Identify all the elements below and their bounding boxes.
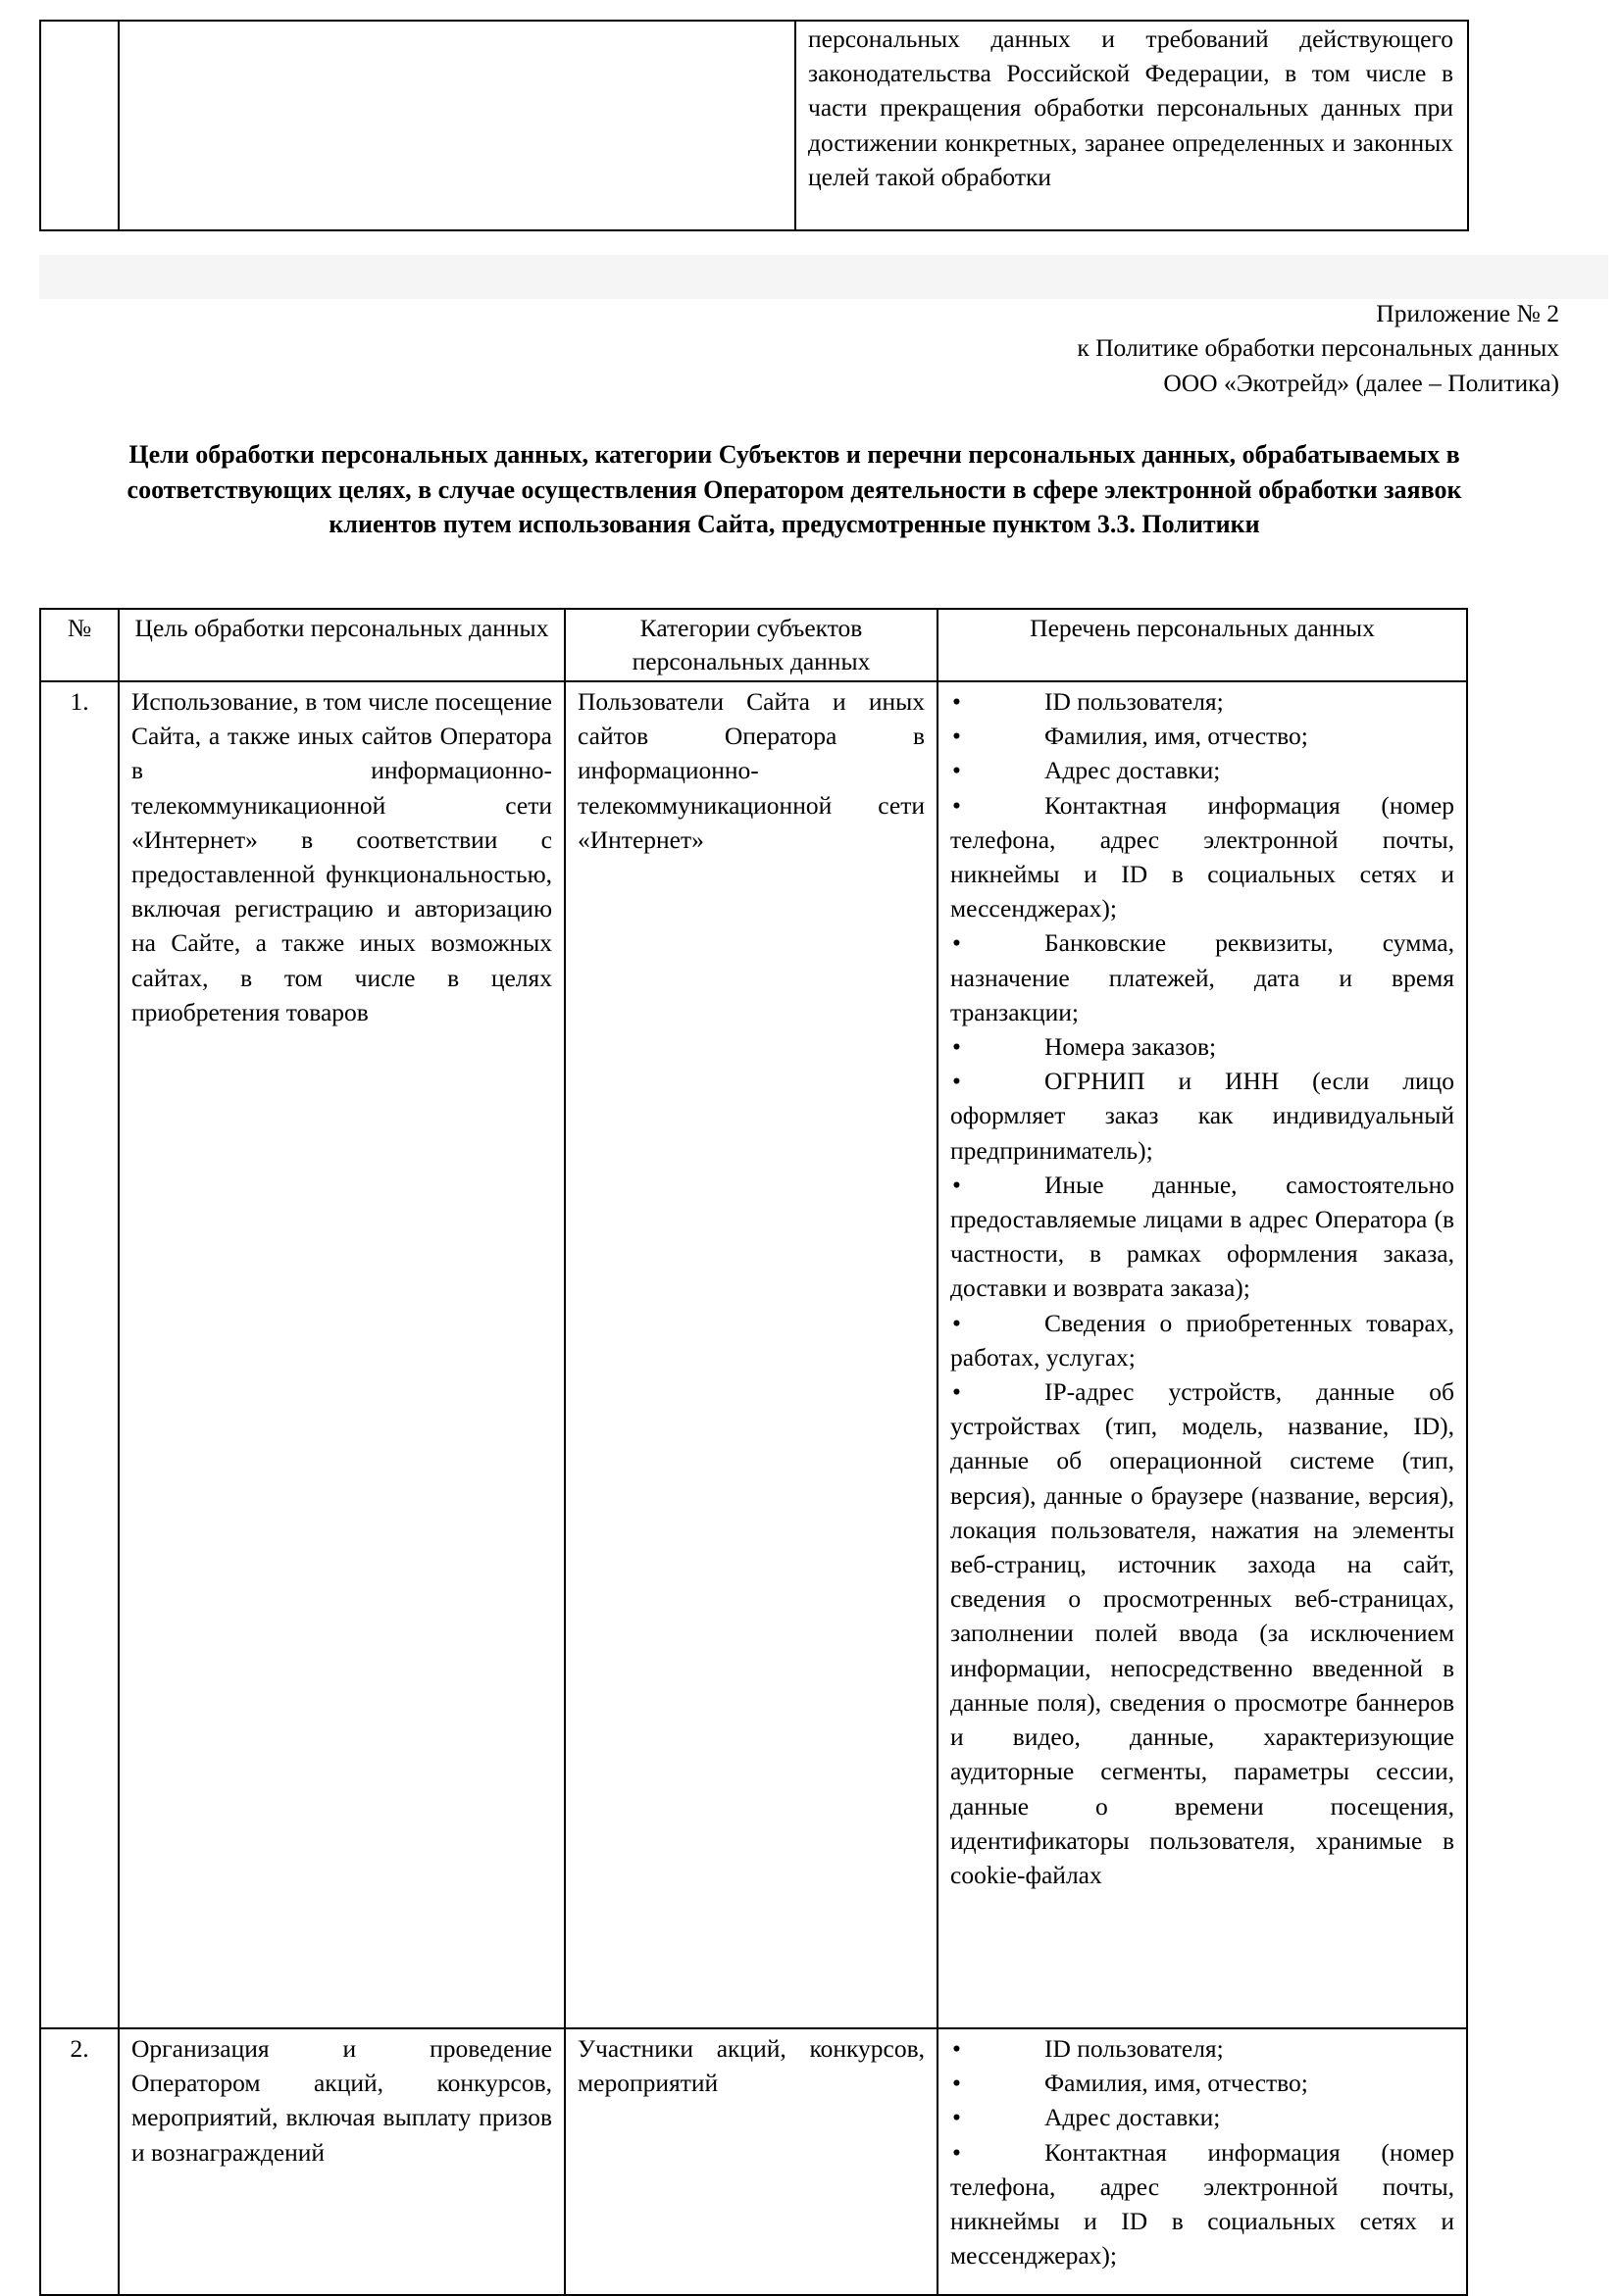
header-list: Перечень персональных данных xyxy=(938,609,1467,681)
row-categories: Пользователи Сайта и иных сайтов Оператора в информационно-телекоммуникационной сети «Интернет» xyxy=(565,681,938,2028)
list-item: •ОГРНИП и ИНН (если лицо оформляет заказ как индивидуальный предприниматель); xyxy=(950,1064,1454,1168)
row-items xyxy=(938,2028,1467,2295)
bullet-icon xyxy=(950,2031,1044,2066)
bullet-icon xyxy=(950,925,1044,960)
list-item: •Фамилия, имя, отчество; xyxy=(950,719,1454,753)
bullet-icon xyxy=(950,719,1044,753)
bullet-icon xyxy=(950,2066,1044,2100)
continued-num-cell xyxy=(40,21,119,230)
bullet-icon xyxy=(950,788,1044,823)
list-item: •Адрес доставки; xyxy=(950,2100,1454,2134)
appendix-number: Приложение № 2 xyxy=(1376,299,1559,327)
row-num: 1. xyxy=(40,681,119,2028)
list-item: •Контактная информация (номер телефона, адрес электронной почты, никнеймы и ID в социальных сетях и мессенджерах); xyxy=(950,2135,1454,2273)
bullet-icon xyxy=(950,1306,1044,1340)
appendix-header xyxy=(1077,296,1559,400)
bullet-icon xyxy=(950,1168,1044,1202)
continued-purpose-cell xyxy=(119,21,795,230)
table-header-row xyxy=(40,609,1467,681)
row-purpose: Организация и проведение Оператором акций, конкурсов, мероприятий, включая выплату призов и вознаграждений xyxy=(119,2028,565,2295)
continued-table xyxy=(39,20,1469,231)
bullet-icon xyxy=(950,2135,1044,2170)
list-item: •IP-адрес устройств, данные об устройствах (тип, модель, название, ID), данные об операционной системе (тип, версия), данные о браузере (название, версия), локация пользователя, нажатия на элементы веб-страниц, источник захода на сайт, сведения о просмотренных веб-страницах, заполнении полей ввода (за исключением информации, непосредственно введенной в данные поля), сведения о просмотре баннеров и видео, данные, характеризующие аудиторные сегменты, параметры сессии, данные о времени посещения, идентификаторы пользователя, хранимые в cookie-файлах xyxy=(950,1374,1454,1892)
bullet-icon xyxy=(950,1374,1044,1409)
bullet-icon xyxy=(950,753,1044,787)
bullet-icon xyxy=(950,684,1044,719)
list-item: •ID пользователя; xyxy=(950,684,1454,719)
list-item: •Адрес доставки; xyxy=(950,753,1454,787)
list-item: •Контактная информация (номер телефона, адрес электронной почты, никнеймы и ID в социальных сетях и мессенджерах); xyxy=(950,788,1454,926)
bullet-icon xyxy=(950,2100,1044,2134)
bullet-icon xyxy=(950,1029,1044,1064)
continued-text-cell xyxy=(795,21,1468,230)
list-item: •Банковские реквизиты, сумма, назначение платежей, дата и время транзакции; xyxy=(950,925,1454,1029)
list-item: •ID пользователя; xyxy=(950,2031,1454,2066)
continued-text: персональных данных и требований действующего законодательства Российской Федерации, в том числе в части прекращения обработки персональных данных при достижении конкретных, заранее определенных и законных целей такой обработки xyxy=(808,25,1453,191)
bullet-icon xyxy=(950,1064,1044,1098)
row-purpose: Использование, в том числе посещение Сайта, а также иных сайтов Оператора в информационно-телекоммуникационной сети «Интернет» в соответствии с предоставленной функциональностью, включая регистрацию и авторизацию на Сайте, а также иных возможных сайтах, в том числе в целях приобретения товаров xyxy=(119,681,565,2028)
header-num: № xyxy=(40,609,119,681)
appendix-reference: к Политике обработки персональных данных xyxy=(1077,333,1559,363)
list-item: •Сведения о приобретенных товарах, работах, услугах; xyxy=(950,1306,1454,1374)
table-row xyxy=(40,681,1467,2028)
document-title: Цели обработки персональных данных, категории Субъектов и перечни персональных данных, обрабатываемых в соответствующих целях, в случае осуществления Оператором деятельности в сфере электронной обработки заявок клиентов путем использования Сайта, предусмотренные пунктом 3.3. Политики xyxy=(127,440,1462,539)
data-table xyxy=(39,608,1468,2296)
appendix-company: ООО «Экотрейд» (далее – Политика) xyxy=(1163,368,1559,397)
list-item: •Номера заказов; xyxy=(950,1029,1454,1064)
list-item: •Фамилия, имя, отчество; xyxy=(950,2066,1454,2100)
page-separator xyxy=(39,255,1608,299)
row-num: 2. xyxy=(40,2028,119,2295)
row-categories: Участники акций, конкурсов, мероприятий xyxy=(565,2028,938,2295)
header-purpose: Цель обработки персональных данных xyxy=(119,609,565,681)
list-item: •Иные данные, самостоятельно предоставляемые лицами в адрес Оператора (в частности, в рамках оформления заказа, доставки и возврата заказа); xyxy=(950,1168,1454,1306)
header-categories: Категории субъектов персональных данных xyxy=(565,609,938,681)
row-items xyxy=(938,681,1467,2028)
table-row xyxy=(40,2028,1467,2295)
